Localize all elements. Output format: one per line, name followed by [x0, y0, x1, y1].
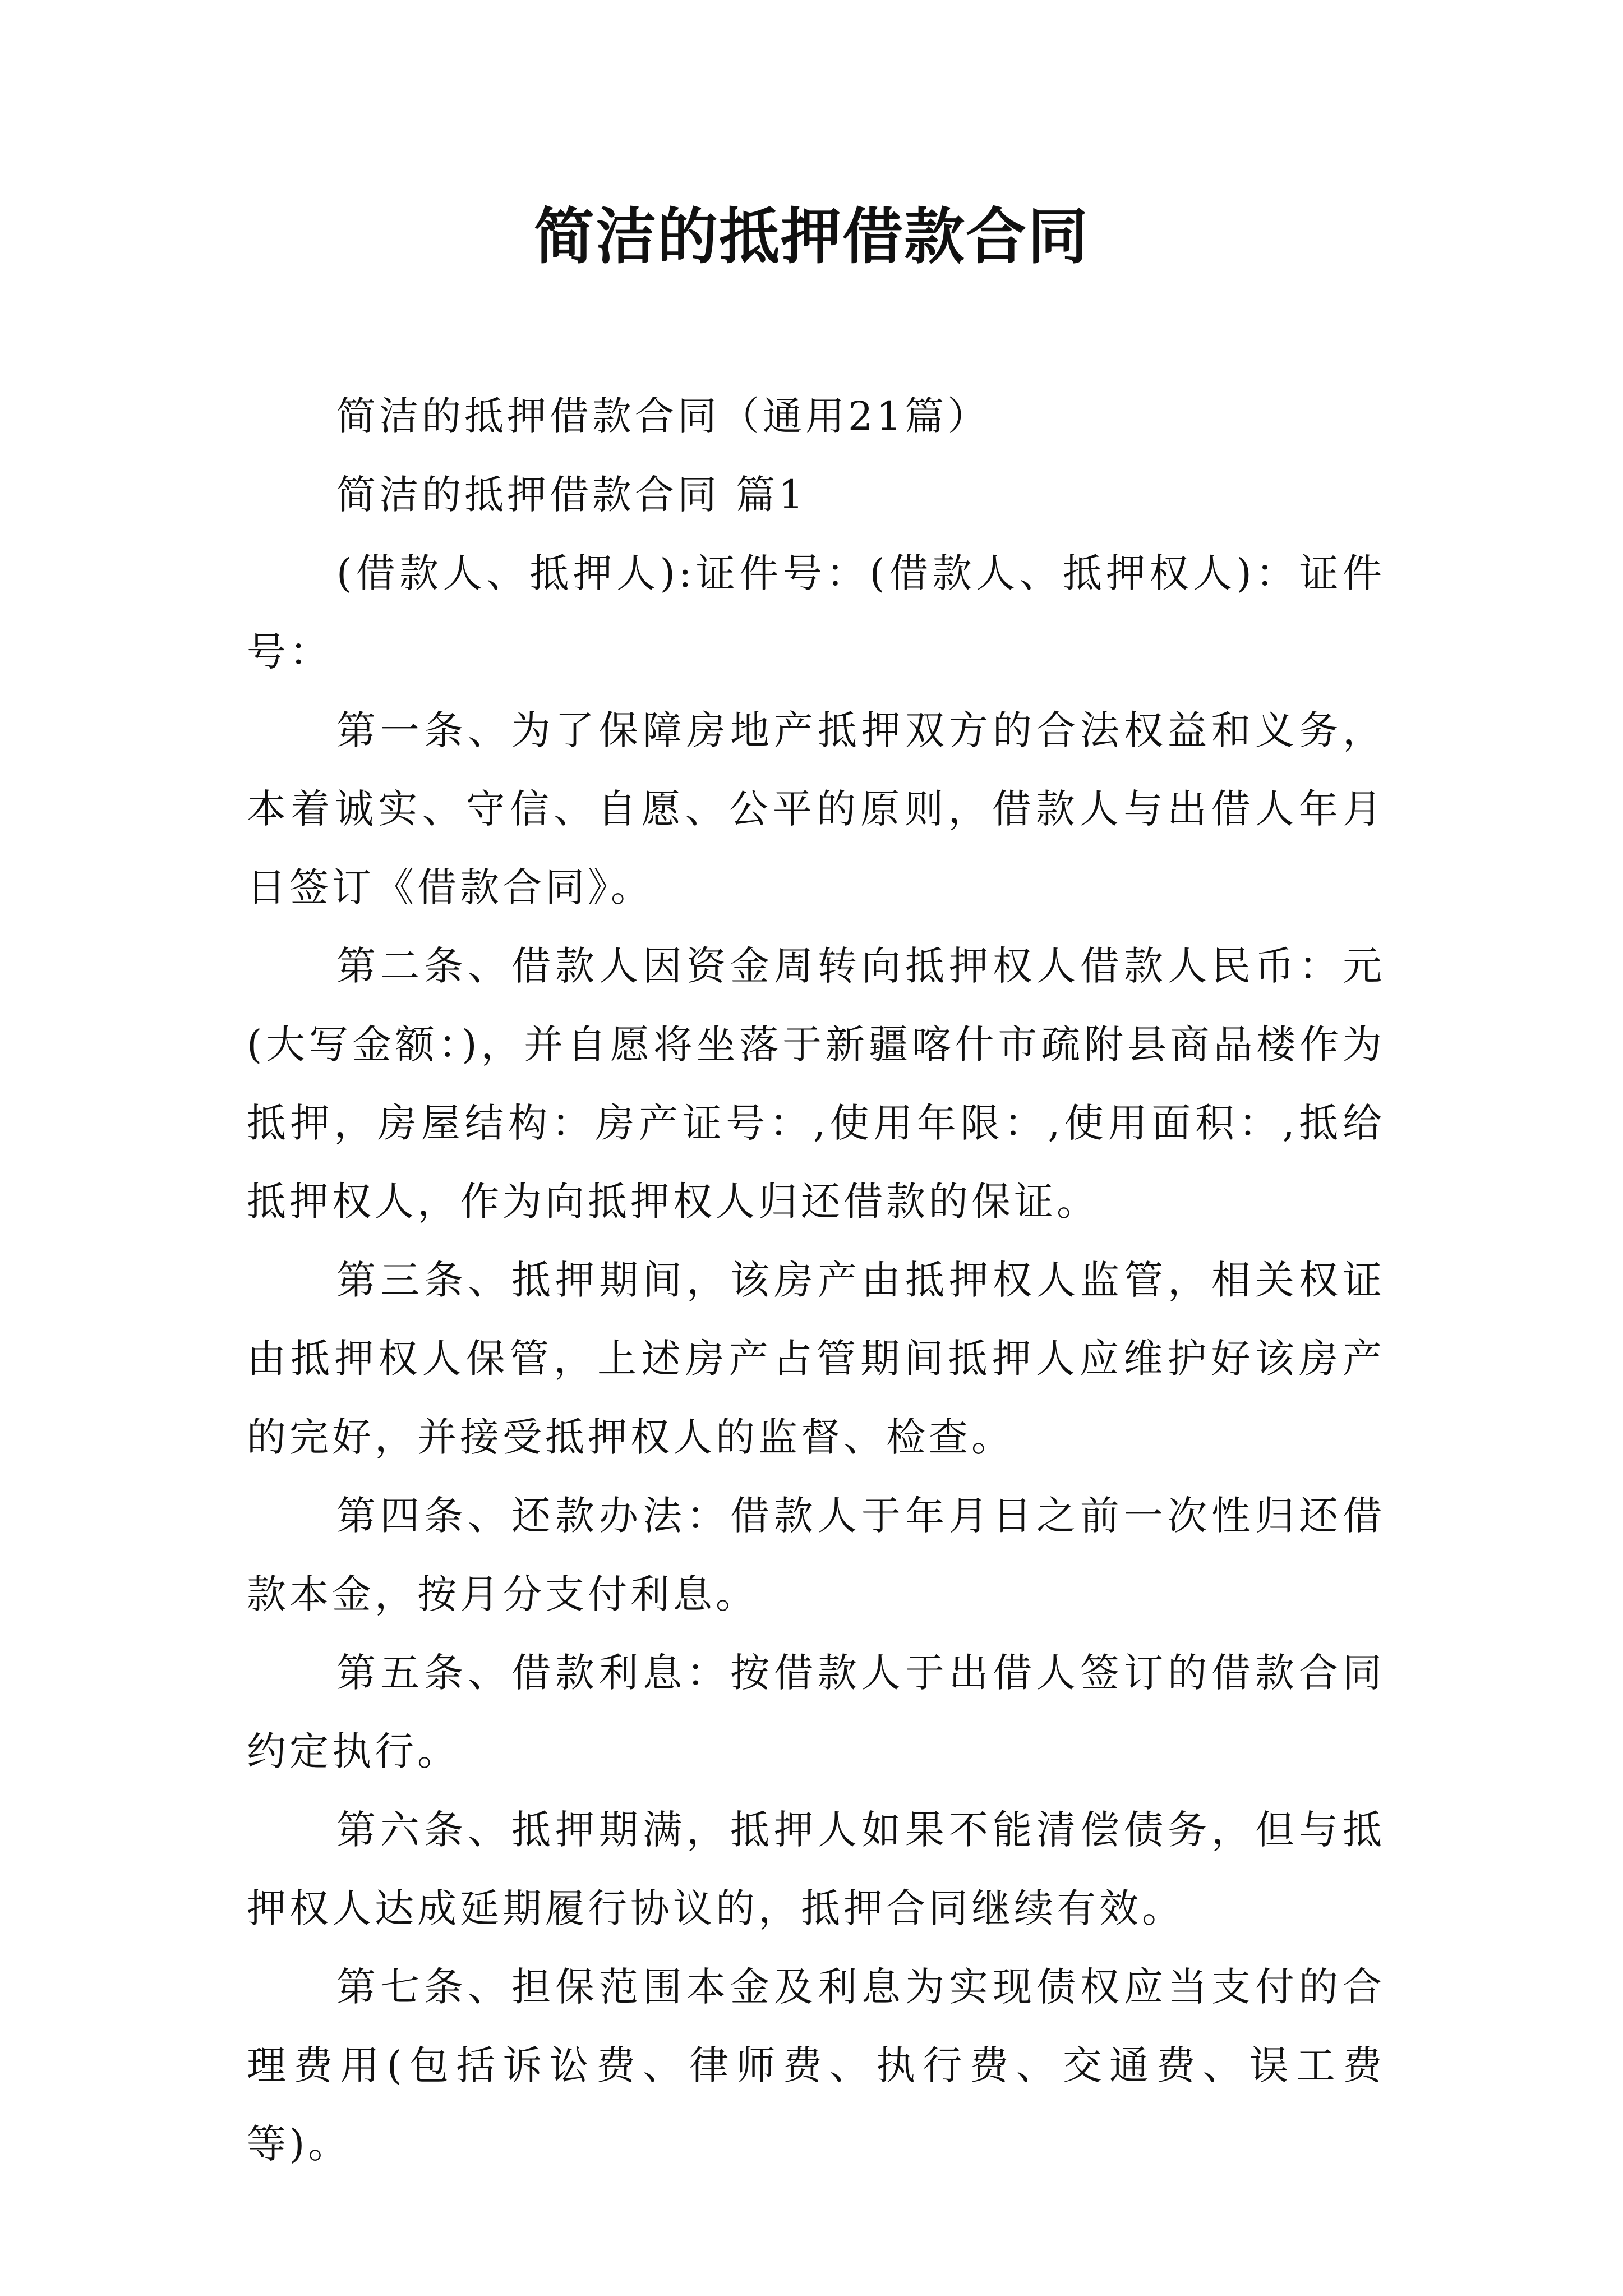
paragraph-parties: (借款人、抵押人):证件号：(借款人、抵押权人)：证件号：: [247, 550, 1385, 675]
paragraph-article-7: 第七条、担保范围本金及利息为实现债权应当支付的合理费用(包括诉讼费、律师费、执行费、交通费、误工费等)。: [247, 1964, 1385, 2167]
paragraph-article-1: 第一条、为了保障房地产抵押双方的合法权益和义务，本着诚实、守信、自愿、公平的原则，借款人与出借人年月日签订《借款合同》。: [247, 707, 1385, 910]
paragraph-article-2: 第二条、借款人因资金周转向抵押权人借款人民币：元(大写金额：)，并自愿将坐落于新疆喀什市疏附县商品楼作为抵押，房屋结构：房产证号：,使用年限：,使用面积：,抵给抵押权人，作为向抵押权人归还借款的保证。: [247, 943, 1385, 1225]
paragraph-article-6: 第六条、抵押期满，抵押人如果不能清偿债务，但与抵押权人达成延期履行协议的，抵押合同继续有效。: [247, 1807, 1385, 1931]
paragraph-section-heading: 简洁的抵押借款合同 篇1: [336, 472, 807, 518]
paragraph-article-4: 第四条、还款办法：借款人于年月日之前一次性归还借款本金，按月分支付利息。: [247, 1493, 1385, 1617]
paragraph-article-5: 第五条、借款利息：按借款人于出借人签订的借款合同约定执行。: [247, 1650, 1385, 1774]
paragraph-article-3: 第三条、抵押期间，该房产由抵押权人监管，相关权证由抵押权人保管，上述房产占管期间抵押人应维护好该房产的完好，并接受抵押权人的监督、检查。: [247, 1257, 1385, 1460]
document-title: 简洁的抵押借款合同: [533, 201, 1089, 272]
document-body: [247, 377, 1385, 2183]
paragraph-subtitle: 简洁的抵押借款合同（通用21篇）: [336, 393, 990, 439]
